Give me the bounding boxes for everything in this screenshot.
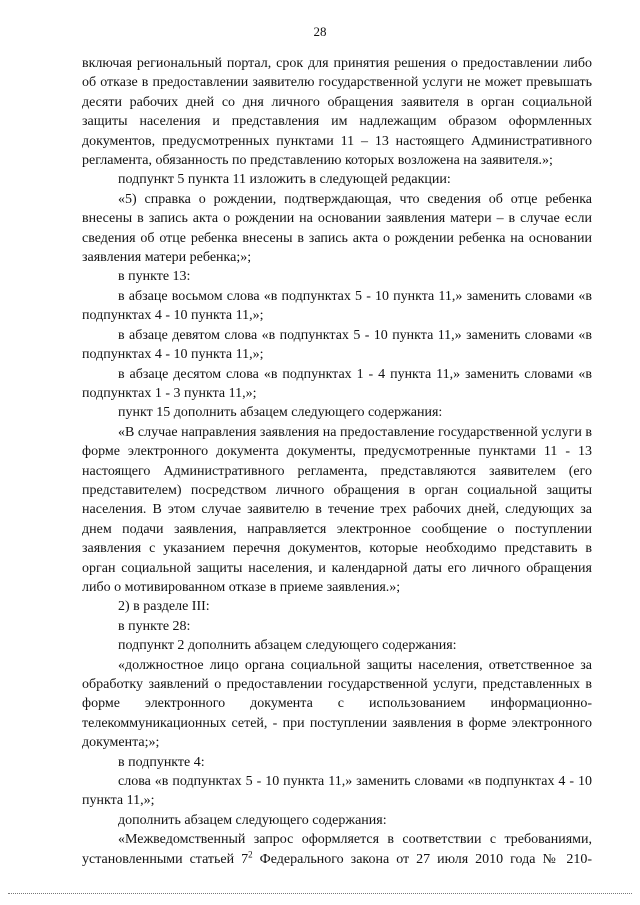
paragraph-17-text: «Межведомственный запрос оформляется в соответствии с требованиями, установленными статьей 7 <box>82 832 592 867</box>
paragraph-17 <box>82 830 592 869</box>
paragraph-11: в пункте 28: <box>118 618 191 634</box>
paragraph-2: подпункт 5 пункта 11 изложить в следующей редакции: <box>118 172 451 188</box>
paragraph-14: в подпункте 4: <box>118 754 205 770</box>
paragraph-4: в пункте 13: <box>118 269 191 285</box>
paragraph-17-continuation: Федерального закона от 27 июля 2010 года № 210- <box>252 851 592 867</box>
paragraph-6: в абзаце девятом слова «в подпунктах 5 - 10 пункта 11,» заменить словами «в подпунктах 4 - 10 пункта 11,»; <box>82 327 592 363</box>
page-number: 28 <box>313 24 327 39</box>
paragraph-3: «5) справка о рождении, подтверждающая, что сведения об отце ребенка внесены в запись акта о рождении на основании заявления матери – в случае если сведения об отце ребенка внесены в запись акта о рождении ребенка на основании заявления матери ребенка;»; <box>82 191 592 266</box>
paragraph-8: пункт 15 дополнить абзацем следующего содержания: <box>118 405 443 421</box>
paragraph-13: «должностное лицо органа социальной защиты населения, ответственное за обработку заявлений о предоставлении государственной услуги, представленных в форме электронного документа с использованием информационно-телекоммуникационных сетей, - при поступлении заявления в форме электронного документа;»; <box>82 657 592 751</box>
superscript-article-number: 2 <box>248 849 253 859</box>
scan-bottom-edge-divider <box>8 893 632 894</box>
paragraph-7: в абзаце десятом слова «в подпунктах 1 - 4 пункта 11,» заменить словами «в подпунктах 1 - 3 пункта 11,»; <box>82 366 592 401</box>
paragraph-12: подпункт 2 дополнить абзацем следующего содержания: <box>118 638 457 654</box>
paragraph-15: слова «в подпунктах 5 - 10 пункта 11,» заменить словами «в подпунктах 4 - 10 пункта 11,»; <box>82 774 592 809</box>
paragraph-1: включая региональный портал, срок для принятия решения о предоставлении либо об отказе в предоставлении заявителю государственной услуги не может превышать десяти рабочих дней со дня личного обращения заявителя в орган социальной защиты населения и представления им надлежащим образом оформленных документов, предусмотренных пунктами 11 – 13 настоящего Административного регламента, обязанность по представлению которых возложена на заявителя.»; <box>82 56 592 169</box>
paragraph-16: дополнить абзацем следующего содержания: <box>118 812 387 828</box>
paragraph-9: «В случае направления заявления на предоставление государственной услуги в форме электронного документа документы, предусмотренные пунктами 11 - 13 настоящего Административного регламента, представляются заявителем (его представителем) посредством личного обращения в орган социальной защиты населения. В этом случае заявителю в течение трех рабочих дней, следующих за днем подачи заявления, направляется электронное сообщение о поступлении заявления с указанием перечня документов, которые необходимо представить в орган социальной защиты населения, и календарной даты его личного обращения либо о мотивированном отказе в приеме заявления.»; <box>82 424 592 595</box>
document-body <box>82 54 592 869</box>
paragraph-10: 2) в разделе III: <box>118 599 210 615</box>
paragraph-5: в абзаце восьмом слова «в подпунктах 5 - 10 пункта 11,» заменить словами «в подпунктах 4 - 10 пункта 11,»; <box>82 288 592 324</box>
